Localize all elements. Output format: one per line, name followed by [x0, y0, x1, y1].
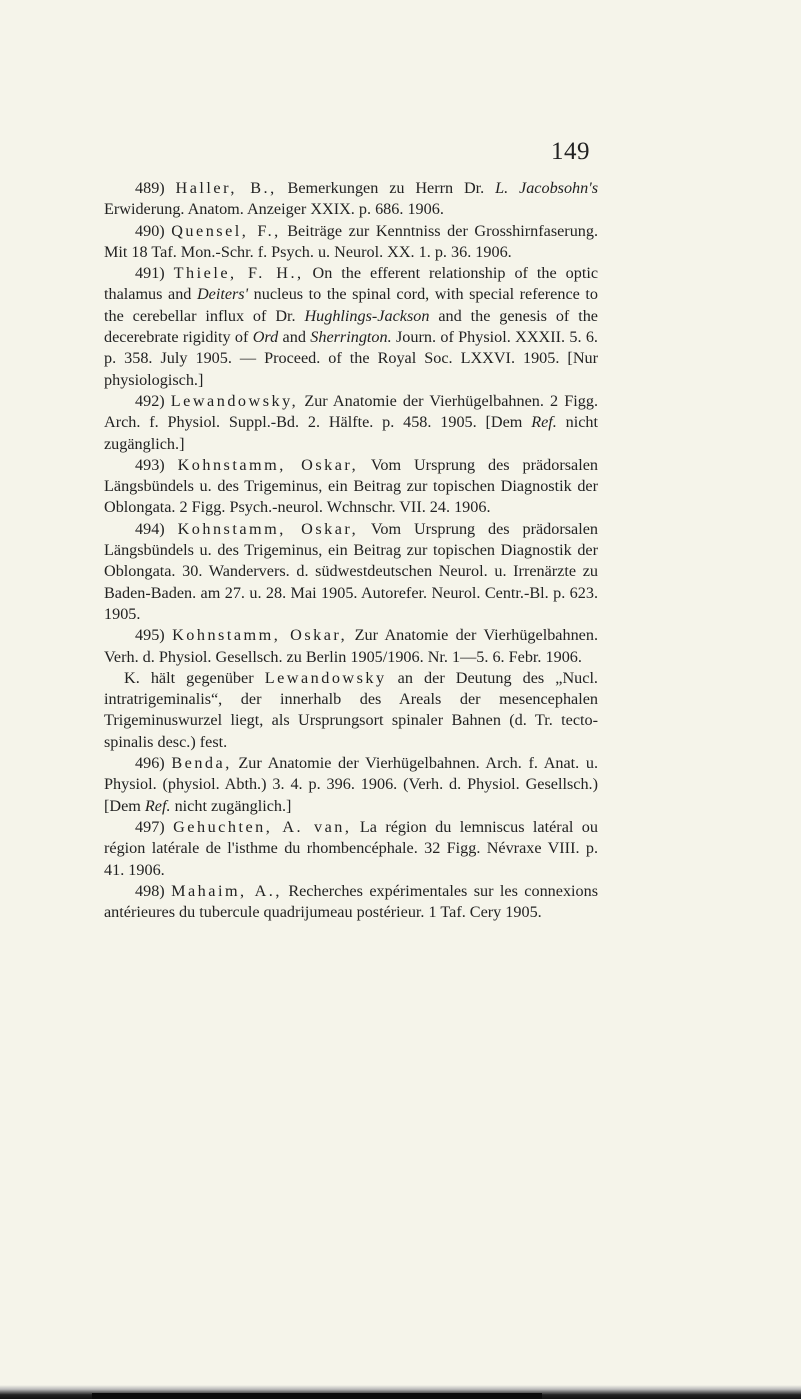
italic-text: Hughlings-Jackson — [304, 306, 430, 325]
reference-text: La région du lemniscus latéral ou région latérale de l'isthme du rhombencéphale. 32 Figg. Névraxe VIII. p. 41. 1906. — [104, 817, 598, 879]
reference-text: Zur Anatomie der Vierhügelbahnen. Verh. d. Physiol. Gesellsch. zu Berlin 1905/1906. Nr. 1—5. 6. Febr. 1906. — [104, 626, 598, 666]
reference-author: Kohnstamm, Oskar, — [172, 626, 348, 645]
scan-edge-bar — [0, 1385, 801, 1399]
reference-author: Mahaim, A., — [171, 881, 282, 900]
reference-text: Lewandowsky — [264, 668, 387, 687]
reference-entry — [104, 391, 598, 455]
reference-entry — [104, 263, 598, 391]
italic-text: Deiters' — [196, 285, 249, 304]
reference-number: 496) — [135, 754, 165, 773]
reference-text: Erwiderung. Anatom. Anzeiger XXIX. p. 686. 1906. — [104, 200, 444, 219]
reference-text: nucleus to the spinal cord, with special reference to the cerebellar influx of Dr. — [104, 285, 598, 325]
reference-entry — [104, 178, 598, 221]
reference-entry — [104, 817, 598, 881]
reference-number: 490) — [135, 221, 165, 240]
reference-text: Vom Ursprung des prädorsalen Längsbündels u. des Trigeminus, ein Beitrag zur topischen Diagnostik der Oblongata. 2 Figg. Psych.-neurol. Wchnschr. VII. 24. 1906. — [104, 455, 598, 517]
reference-number: 491) — [135, 264, 165, 283]
page-number: 149 — [551, 138, 590, 165]
reference-entry — [104, 519, 598, 625]
scan-edge-mark — [92, 1393, 542, 1399]
reference-text: Zur Anatomie der Vierhügelbahnen. Arch. f. Anat. u. Physiol. (physiol. Abth.) 3. 4. p. 396. 1906. (Verh. d. Physiol. Gesellsch.) [Dem — [104, 754, 599, 815]
reference-author: Haller, B., — [175, 179, 277, 197]
reference-text: nicht zugänglich.] — [170, 796, 292, 815]
reference-author: Lewandowsky, — [170, 391, 299, 410]
reference-text: and — [278, 328, 311, 347]
reference-entry — [104, 455, 598, 519]
italic-text: Ref. — [144, 796, 171, 815]
reference-text: Bemerkungen zu Herrn Dr. — [287, 179, 496, 197]
reference-author: Benda, — [171, 754, 232, 773]
reference-text: nicht zugänglich.] — [104, 413, 598, 453]
reference-author: Gehuchten, A. van, — [173, 817, 352, 836]
reference-entry — [104, 625, 598, 668]
reference-number: 492) — [135, 391, 165, 410]
reference-author: Quensel, F., — [171, 221, 281, 240]
reference-number: 494) — [135, 519, 165, 538]
reference-number: 495) — [135, 626, 165, 645]
italic-text: Sherrington. — [310, 328, 392, 347]
reference-entry — [104, 221, 598, 264]
reference-author: Thiele, F. H., — [173, 264, 304, 283]
reference-text: Recherches expérimentales sur les connexions antérieures du tubercule quadrijumeau postérieur. 1 Taf. Cery 1905. — [104, 881, 599, 922]
reference-text: Zur Anatomie der Vierhügelbahnen. 2 Figg. Arch. f. Physiol. Suppl.-Bd. 2. Hälfte. p. 458. 1905. [Dem — [104, 391, 599, 432]
reference-text: K. hält gegenüber — [124, 668, 265, 687]
reference-list — [104, 178, 598, 923]
reference-number: 498) — [135, 881, 165, 900]
reference-text: and the genesis of the decerebrate rigidity of — [104, 306, 598, 347]
reference-author: Kohnstamm, Oskar, — [177, 519, 359, 538]
reference-entry — [104, 881, 598, 924]
reference-number: 489) — [135, 179, 165, 197]
reference-note — [104, 668, 598, 753]
reference-text: On the efferent relationship of the optic thalamus and — [104, 264, 599, 304]
reference-text: Journ. of Physiol. XXXII. 5. 6. p. 358. July 1905. — Proceed. of the Royal Soc. LXXVI. 1905. [Nur physiologisch.] — [104, 328, 598, 389]
reference-text: an der Deutung des „Nucl. intratrigeminalis“, der innerhalb des Areals der mesencephalen Trigeminuswurzel liegt, als Ursprungsort spinaler Bahnen (d. Tr. tecto-spinalis desc.) fest. — [104, 668, 598, 751]
italic-text: L. Jacobsohn's — [495, 179, 599, 197]
italic-text: Ref. — [531, 413, 557, 432]
reference-author: Kohnstamm, Oskar, — [177, 455, 359, 474]
reference-number: 497) — [135, 817, 165, 836]
reference-entry — [104, 753, 598, 817]
reference-number: 493) — [135, 455, 165, 474]
reference-text: Vom Ursprung des prädorsalen Längsbündels u. des Trigeminus, ein Beitrag zur topischen Diagnostik der Oblongata. 30. Wandervers. d. südwestdeutschen Neurol. u. Irrenärzte zu Baden-Baden. am 27. u. 28. Mai 1905. Autorefer. Neurol. Centr.-Bl. p. 623. 1905. — [104, 519, 598, 623]
reference-text: Beiträge zur Kenntniss der Grosshirnfaserung. Mit 18 Taf. Mon.-Schr. f. Psych. u. Neurol. XX. 1. p. 36. 1906. — [104, 221, 599, 261]
italic-text: Ord — [252, 328, 279, 347]
